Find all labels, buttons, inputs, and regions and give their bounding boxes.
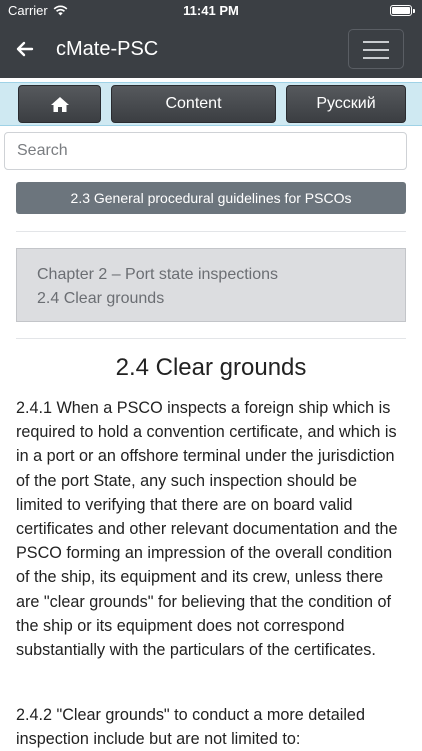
hamburger-icon — [363, 41, 389, 43]
breadcrumb-chapter: Chapter 2 – Port state inspections — [37, 266, 279, 283]
search-input[interactable] — [4, 132, 407, 170]
menu-button[interactable] — [348, 29, 404, 69]
status-bar — [0, 0, 422, 22]
arrow-left-icon — [12, 36, 38, 62]
content-button[interactable]: Content — [111, 85, 276, 123]
language-button[interactable]: Русский — [286, 85, 406, 123]
divider — [16, 231, 406, 232]
breadcrumb — [16, 248, 406, 322]
status-time: 11:41 PM — [183, 3, 239, 18]
home-icon — [50, 96, 70, 113]
battery-icon — [390, 5, 412, 16]
hamburger-icon — [363, 57, 389, 59]
content-paragraph: 2.4.2 "Clear grounds" to conduct a more detailed inspection include but are not limited to: — [16, 706, 365, 749]
section-link[interactable]: 2.3 General procedural guidelines for PSCOs — [16, 182, 406, 214]
back-button[interactable] — [12, 36, 38, 62]
carrier-label: Carrier — [8, 3, 48, 18]
nav-bar — [0, 22, 422, 78]
breadcrumb-section: 2.4 Clear grounds — [37, 290, 165, 307]
hamburger-icon — [363, 49, 389, 51]
toolbar — [0, 82, 422, 126]
content-paragraph: 2.4.1 When a PSCO inspects a foreign ship which is required to hold a convention certificate, and which is in a port or an offshore terminal under the jurisdiction of the port State, any such inspection should be limited to verifying that there are on board valid certificates and other relevant documentation and the PSCO forming an impression of the overall condition of the ship, its equipment and its crew, unless there are "clear grounds" for believing that the condition of the ship or its equipment does not correspond substantially with the particulars of the certificates. — [16, 399, 398, 660]
app-title: cMate-PSC — [56, 38, 159, 60]
divider — [16, 338, 406, 339]
home-button[interactable] — [18, 85, 101, 123]
page-title: 2.4 Clear grounds — [115, 354, 307, 381]
